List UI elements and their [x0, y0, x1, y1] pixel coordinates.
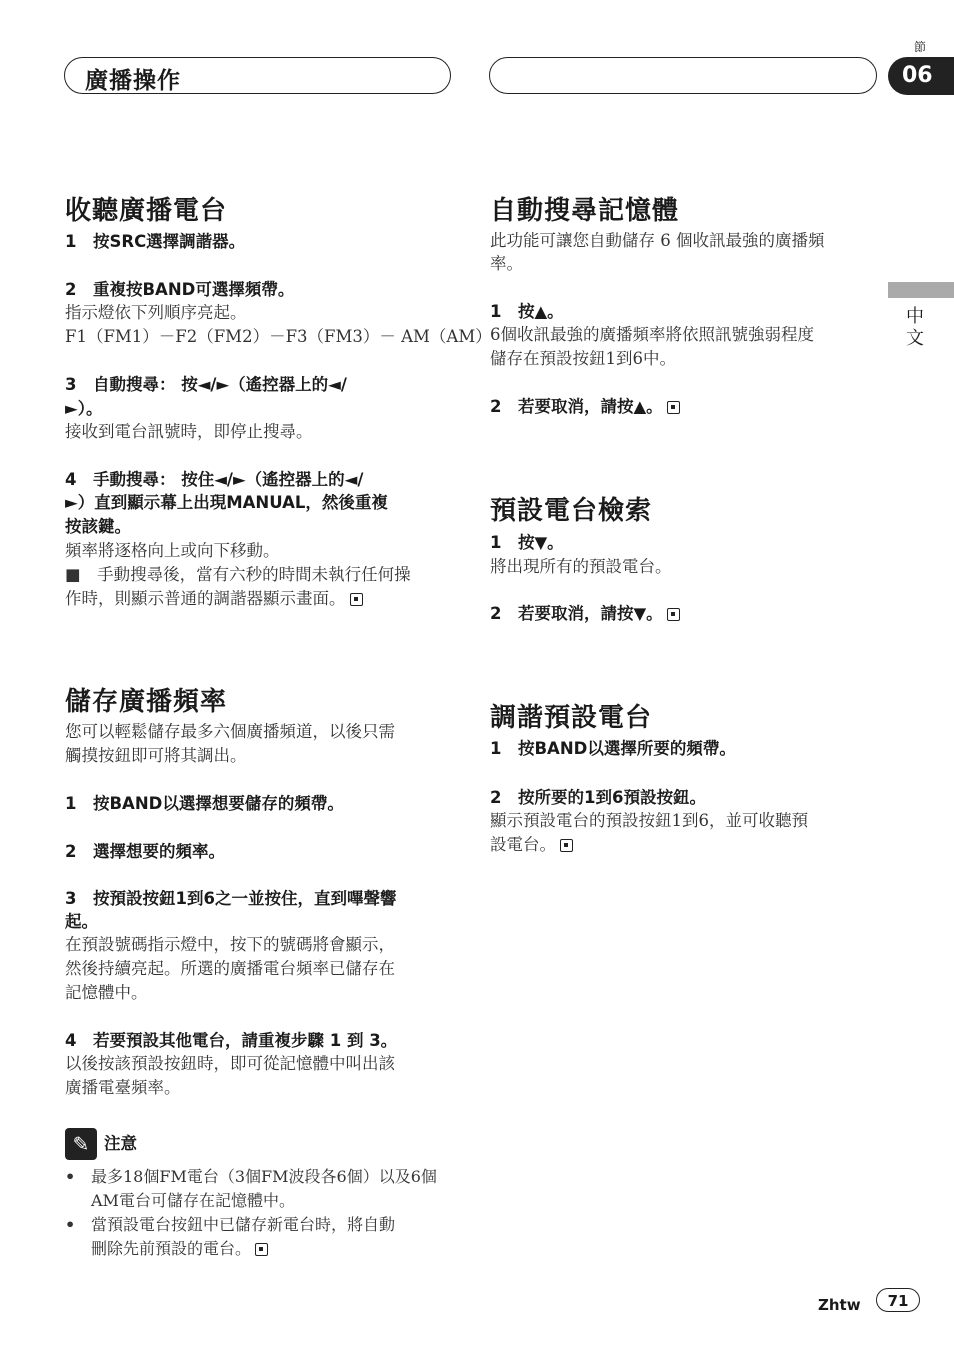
store-intro-line2: 觸摸按鈕即可將其調出。 [65, 746, 247, 765]
listen-step4-note-line2 [65, 587, 363, 611]
end-mark-icon [350, 593, 363, 606]
listen-step4-note-text: 作時，則顯示普通的調諧器顯示畫面。 [65, 589, 346, 608]
heading-preset-search: 預設電台檢索 [490, 496, 653, 526]
note-bullet-1 [65, 1165, 455, 1213]
auto-step2: 2 若要取消，請按▲。 [490, 397, 663, 416]
language-tab-label: 中文 [903, 306, 924, 350]
language-code: Zhtw [818, 1296, 861, 1314]
tune-step1: 1 按BAND以選擇所要的頻帶。 [490, 739, 736, 758]
listen-step4-line3: 按該鍵。 [65, 517, 131, 536]
listen-step3-body: 接收到電台訊號時，即停止搜尋。 [65, 422, 313, 441]
preset-search-step2-wrap [490, 602, 680, 626]
note-bullet-2-line2-wrap [65, 1237, 455, 1261]
listen-step4-line2: ►）直到顯示幕上出現MANUAL，然後重複 [65, 493, 388, 512]
listen-step3-line2: ►）。 [65, 399, 103, 418]
store-step4: 4 若要預設其他電台，請重複步驟 1 到 3。 [65, 1031, 398, 1050]
auto-intro-line2: 率。 [490, 254, 523, 273]
tune-step2-body-line2-wrap [490, 833, 573, 857]
band-sequence: F1（FM1）－F2（FM2）－F3（FM3）－ AM（AM） [65, 327, 492, 346]
note-bullet-2 [65, 1213, 455, 1261]
chapter-title: 廣播操作 [85, 68, 181, 94]
store-step3-body-line2: 然後持續亮起。所選的廣播電台頻率已儲存在 [65, 959, 395, 978]
heading-auto-memory: 自動搜尋記憶體 [490, 196, 680, 226]
note-bullet-1-line2: AM電台可儲存在記憶體中。 [91, 1191, 295, 1210]
heading-tune-preset: 調諧預設電台 [490, 703, 653, 733]
chapter-title-box [64, 57, 451, 94]
listen-step4-line1: 4 手動搜尋： 按住◄/►（遙控器上的◄/ [65, 470, 364, 489]
section-label: 節 [914, 40, 927, 54]
header-empty-box [489, 57, 877, 94]
store-step3-body-line1: 在預設號碼指示燈中，按下的號碼將會顯示， [65, 935, 395, 954]
store-step4-body-line2: 廣播電臺頻率。 [65, 1078, 181, 1097]
listen-step4-note-line1: ■ 手動搜尋後，當有六秒的時間未執行任何操 [65, 565, 411, 584]
end-mark-icon [667, 608, 680, 621]
listen-step2: 2 重複按BAND可選擇頻帶。 [65, 280, 295, 299]
store-intro-line1: 您可以輕鬆儲存最多六個廣播頻道，以後只需 [65, 722, 395, 741]
store-step3-body-line3: 記憶體中。 [65, 983, 148, 1002]
preset-search-step2: 2 若要取消，請按▼。 [490, 604, 663, 623]
end-mark-icon [667, 401, 680, 414]
end-mark-icon [255, 1243, 268, 1256]
note-bullet-2-line2: 刪除先前預設的電台。 [91, 1239, 252, 1258]
page-number: 71 [876, 1288, 920, 1312]
preset-search-step1: 1 按▼。 [490, 533, 564, 552]
note-bullet-2-line1: 當預設電台按鈕中已儲存新電台時，將自動 [91, 1215, 396, 1234]
section-number: 06 [888, 57, 954, 95]
note-pencil-icon: ✎ [65, 1128, 97, 1160]
end-mark-icon [560, 839, 573, 852]
note-bullet-1-line1: 最多18個FM電台（3個FM波段各6個）以及6個 [91, 1167, 437, 1186]
bullet-dot-icon: • [65, 1215, 76, 1234]
listen-step1: 1 按SRC選擇調諧器。 [65, 232, 246, 251]
store-step1: 1 按BAND以選擇想要儲存的頻帶。 [65, 794, 344, 813]
store-step4-body-line1: 以後按該預設按鈕時，即可從記憶體中叫出該 [65, 1054, 395, 1073]
note-label: 注意 [104, 1134, 137, 1153]
tune-step2-body-line2: 設電台。 [490, 835, 556, 854]
listen-step2-body: 指示燈依下列順序亮起。 [65, 303, 247, 322]
tune-step2: 2 按所要的1到6預設按鈕。 [490, 788, 706, 807]
store-step2: 2 選擇想要的頻率。 [65, 842, 225, 861]
store-step3-line2: 起。 [65, 912, 98, 931]
preset-search-step1-body: 將出現所有的預設電台。 [490, 557, 672, 576]
heading-store-frequency: 儲存廣播頻率 [65, 687, 228, 717]
listen-step3-line1: 3 自動搜尋： 按◄/►（遙控器上的◄/ [65, 375, 347, 394]
auto-step2-wrap [490, 395, 680, 419]
language-tab-bar [888, 282, 954, 298]
heading-listen-radio: 收聽廣播電台 [65, 196, 228, 226]
auto-step1: 1 按▲。 [490, 302, 564, 321]
auto-step1-body-line1: 6個收訊最強的廣播頻率將依照訊號強弱程度 [490, 325, 814, 344]
auto-step1-body-line2: 儲存在預設按鈕1到6中。 [490, 349, 676, 368]
store-step3-line1: 3 按預設按鈕1到6之一並按住，直到嗶聲響 [65, 889, 397, 908]
auto-intro-line1: 此功能可讓您自動儲存 6 個收訊最強的廣播頻 [490, 231, 825, 250]
listen-step4-body: 頻率將逐格向上或向下移動。 [65, 541, 280, 560]
tune-step2-body-line1: 顯示預設電台的預設按鈕1到6，並可收聽預 [490, 811, 808, 830]
bullet-dot-icon: • [65, 1167, 76, 1186]
